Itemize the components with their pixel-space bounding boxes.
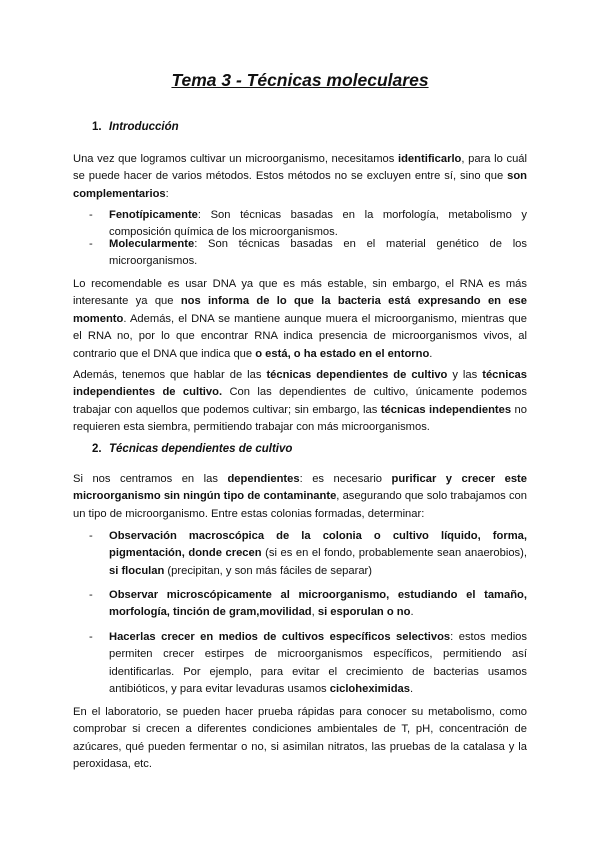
text-run: (si es en el fondo, probablemente sean anaerobios),	[261, 547, 527, 560]
bold-run: cicloheximidas	[329, 683, 410, 696]
text-run: no requieren esta siembra, permitiendo trabajar con más microorganismos.	[73, 403, 528, 434]
list-dash: -	[89, 238, 93, 250]
text-run: , para lo cuál se puede hacer de varios métodos. Estos métodos no se excluyen entre sí, sino que	[73, 153, 527, 183]
list-item-observacion-macroscopica	[91, 528, 527, 580]
list-dash: -	[89, 209, 93, 221]
text-run: Con las dependientes de cultivo, únicamente podemos trabajar con aquellos que podemos cultivar; sin embargo, las	[73, 386, 527, 416]
bold-run: dependientes	[227, 473, 300, 485]
section-heading-dependientes	[92, 443, 292, 455]
section-number: 1.	[92, 121, 102, 133]
text-run: Si nos centramos en las	[73, 473, 228, 485]
text-run: , asegurando que solo trabajamos con un tipo de microorganismo. Entre estas colonias formadas, determinar:	[73, 490, 527, 520]
text-run: :	[165, 187, 169, 200]
bold-run: Fenotípicamente	[109, 209, 198, 221]
list-dash: -	[89, 589, 93, 601]
bold-run: Hacerlas crecer en medios de cultivos específicos selectivos	[109, 631, 451, 643]
page-title: Tema 3 - Técnicas moleculares	[171, 70, 429, 90]
section-title: Técnicas dependientes de cultivo	[109, 443, 293, 455]
section-title: Introducción	[109, 121, 179, 133]
bold-run: o está, o ha estado en el entorno	[255, 347, 430, 360]
bold-run: Molecularmente	[109, 238, 195, 250]
text-run: .	[409, 683, 414, 696]
text-run: ,	[311, 606, 318, 619]
bold-run: son complementarios	[73, 170, 527, 200]
intro-paragraph-3	[73, 367, 527, 437]
bold-run: Observación macroscópica de la colonia o cultivo líquido, forma, pigmentación, donde crecen	[109, 530, 527, 560]
section-heading-introduccion	[92, 121, 179, 133]
text-run: : Son técnicas basadas en el material genético de los microorganismos.	[109, 238, 527, 268]
list-item-molecularmente	[91, 236, 527, 271]
section-number: 2.	[92, 443, 102, 455]
bold-run: técnicas independientes de cultivo.	[73, 369, 527, 399]
text-run: : Son técnicas basadas en la morfología, metabolismo y composición química de los microorganismos.	[109, 209, 527, 239]
bold-run: si floculan	[109, 564, 165, 577]
bold-run: nos informa de lo que la bacteria está expresando en ese momento	[73, 295, 527, 325]
text-run: : estos medios permiten crecer estirpes de microorganismos específicos, permitiendo así identificarlas. Por ejemplo, para evitar el crecimiento de bacterias usamos antibióticos, y para evitar levaduras usamos	[109, 631, 527, 696]
text-run: Una vez que logramos cultivar un microorganismo, necesitamos	[73, 153, 398, 165]
bold-run: técnicas dependientes de cultivo	[266, 369, 448, 381]
text-run: Lo recomendable es usar DNA ya que es más estable, sin embargo, el RNA es más interesante ya que	[73, 278, 527, 308]
bold-run: Observar microscópicamente al microorganismo, estudiando el tamaño, morfología, tinción de gram,movilidad	[109, 589, 527, 619]
bold-run: técnicas independientes	[380, 403, 512, 416]
intro-paragraph-2	[73, 276, 527, 363]
text-run: . Además, el DNA se mantiene aunque muera el microorganismo, mientras que el RNA no, por lo que encontrar RNA indica presencia de microorganismos vivos, al contrario que el DNA que indica que	[73, 312, 527, 360]
dependientes-paragraph-2: En el laboratorio, se pueden hacer prueba rápidas para conocer su metabolismo, como comprobar si crecen a diferentes condiciones ambientales de T, pH, concentración de azúcares, qué pueden fermentar o no, si asimilan nitratos, las pruebas de la catalasa y la peroxidasa, etc.	[73, 706, 527, 771]
list-item-medios-selectivos	[91, 629, 527, 699]
text-run: .	[429, 347, 433, 360]
list-item-observacion-microscopica	[91, 587, 527, 622]
bold-run: identificarlo	[397, 153, 462, 165]
text-run: .	[410, 606, 414, 619]
bold-run: si esporulan o no	[317, 606, 411, 619]
text-run: (precipitan, y son más fáciles de separar)	[164, 564, 373, 577]
bold-run: purificar y crecer este microorganismo sin ningún tipo de contaminante	[73, 473, 528, 503]
list-dash: -	[89, 631, 93, 643]
text-run: : es necesario	[299, 473, 392, 485]
text-run: Además, tenemos que hablar de las	[73, 369, 267, 381]
list-dash: -	[89, 530, 93, 542]
text-run: y las	[447, 369, 483, 381]
dependientes-paragraph-1	[73, 471, 527, 523]
intro-paragraph-1	[73, 151, 527, 203]
